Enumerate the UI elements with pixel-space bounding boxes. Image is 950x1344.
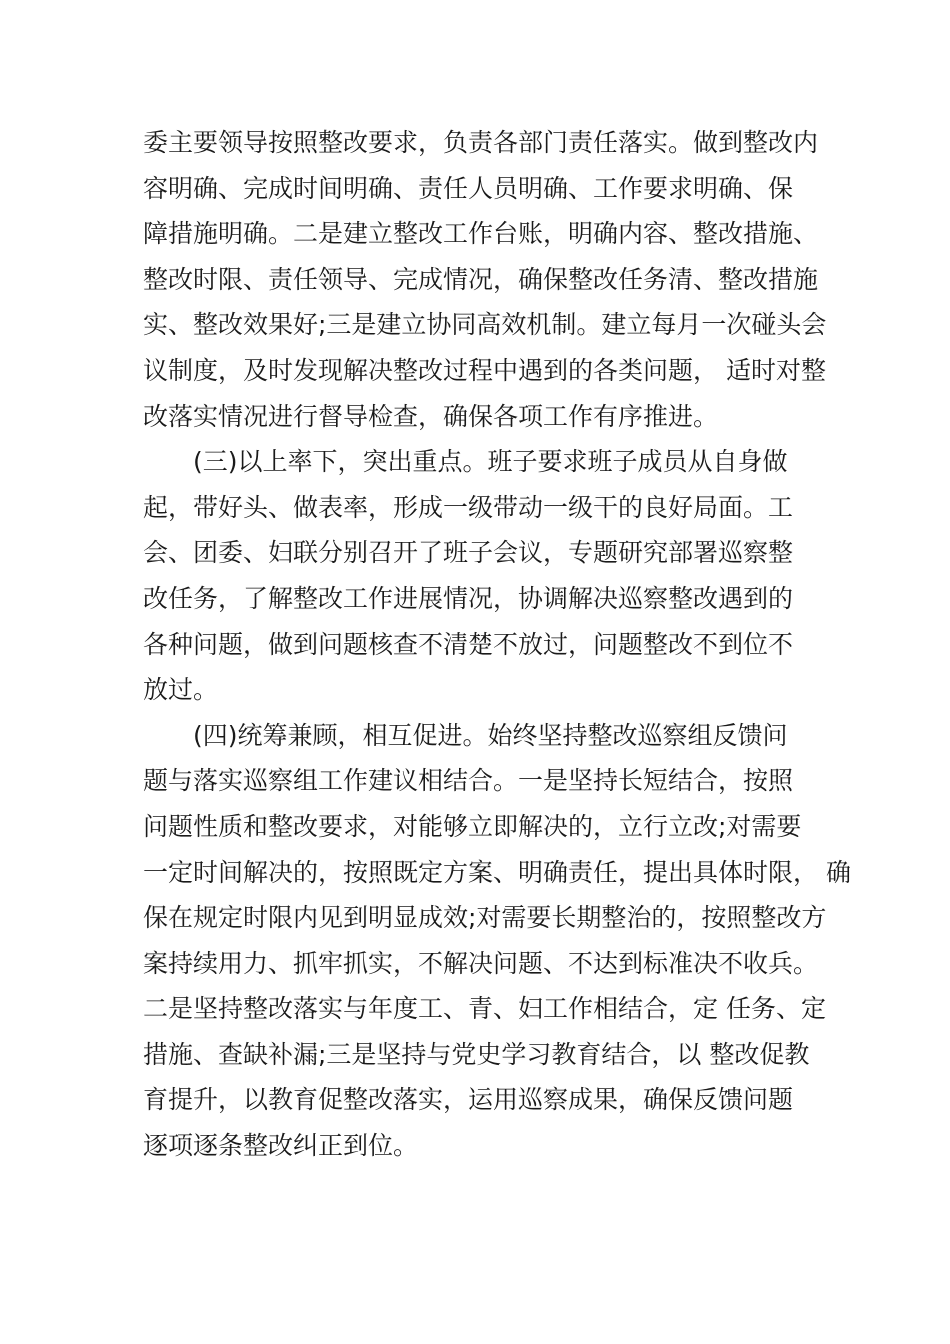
text-line: 整改时限、责任领导、完成情况，确保整改任务清、整改措施 xyxy=(143,264,819,294)
text-line: 起，带好头、做表率，形成一级带动一级干的良好局面。工 xyxy=(143,492,794,522)
text-line: 改落实情况进行督导检查，确保各项工作有序推进。 xyxy=(143,401,719,431)
text-line: 放过。 xyxy=(143,675,219,705)
text-line: 改任务，了解整改工作进展情况，协调解决巡察整改遇到的 xyxy=(143,583,794,613)
document-page xyxy=(143,120,851,1169)
text-line: 议制度，及时发现解决整改过程中遇到的各类问题， 适时对整 xyxy=(143,355,826,385)
paragraph-3 xyxy=(143,713,851,1169)
text-line: 案持续用力、抓牢抓实，不解决问题、不达到标准决不收兵。 xyxy=(143,948,819,978)
text-line: 委主要领导按照整改要求，负责各部门责任落实。做到整改内 xyxy=(143,128,819,157)
text-line: 逐项逐条整改纠正到位。 xyxy=(143,1131,419,1161)
text-line: 题与落实巡察组工作建议相结合。一是坚持长短结合，按照 xyxy=(143,766,794,796)
text-line: 障措施明确。二是建立整改工作台账，明确内容、整改措施、 xyxy=(143,219,819,249)
paragraph-2 xyxy=(143,439,843,713)
text-line: 容明确、完成时间明确、责任人员明确、工作要求明确、保 xyxy=(143,173,794,203)
text-line: 一定时间解决的，按照既定方案、明确责任，提出具体时限， 确 xyxy=(143,857,851,887)
text-line: 会、团委、妇联分别召开了班子会议，专题研究部署巡察整 xyxy=(143,538,794,568)
text-line: 问题性质和整改要求，对能够立即解决的，立行立改;对需要 xyxy=(143,811,802,841)
paragraph-1 xyxy=(143,120,843,439)
text-line: 育提升，以教育促整改落实，运用巡察成果，确保反馈问题 xyxy=(143,1085,794,1115)
text-line: 二是坚持整改落实与年度工、青、妇工作相结合，定 任务、定 xyxy=(143,994,826,1024)
text-line: 措施、查缺补漏;三是坚持与党史学习教育结合，以 整改促教 xyxy=(143,1039,810,1069)
text-line: 实、整改效果好;三是建立协同高效机制。建立每月一次碰头会 xyxy=(143,310,827,340)
text-line: (三)以上率下，突出重点。班子要求班子成员从自身做 xyxy=(193,447,788,477)
text-line: (四)统筹兼顾，相互促进。始终坚持整改巡察组反馈问 xyxy=(193,720,788,750)
text-line: 各种问题，做到问题核查不清楚不放过，问题整改不到位不 xyxy=(143,629,794,659)
text-line: 保在规定时限内见到明显成效;对需要长期整治的，按照整改方 xyxy=(143,903,827,933)
